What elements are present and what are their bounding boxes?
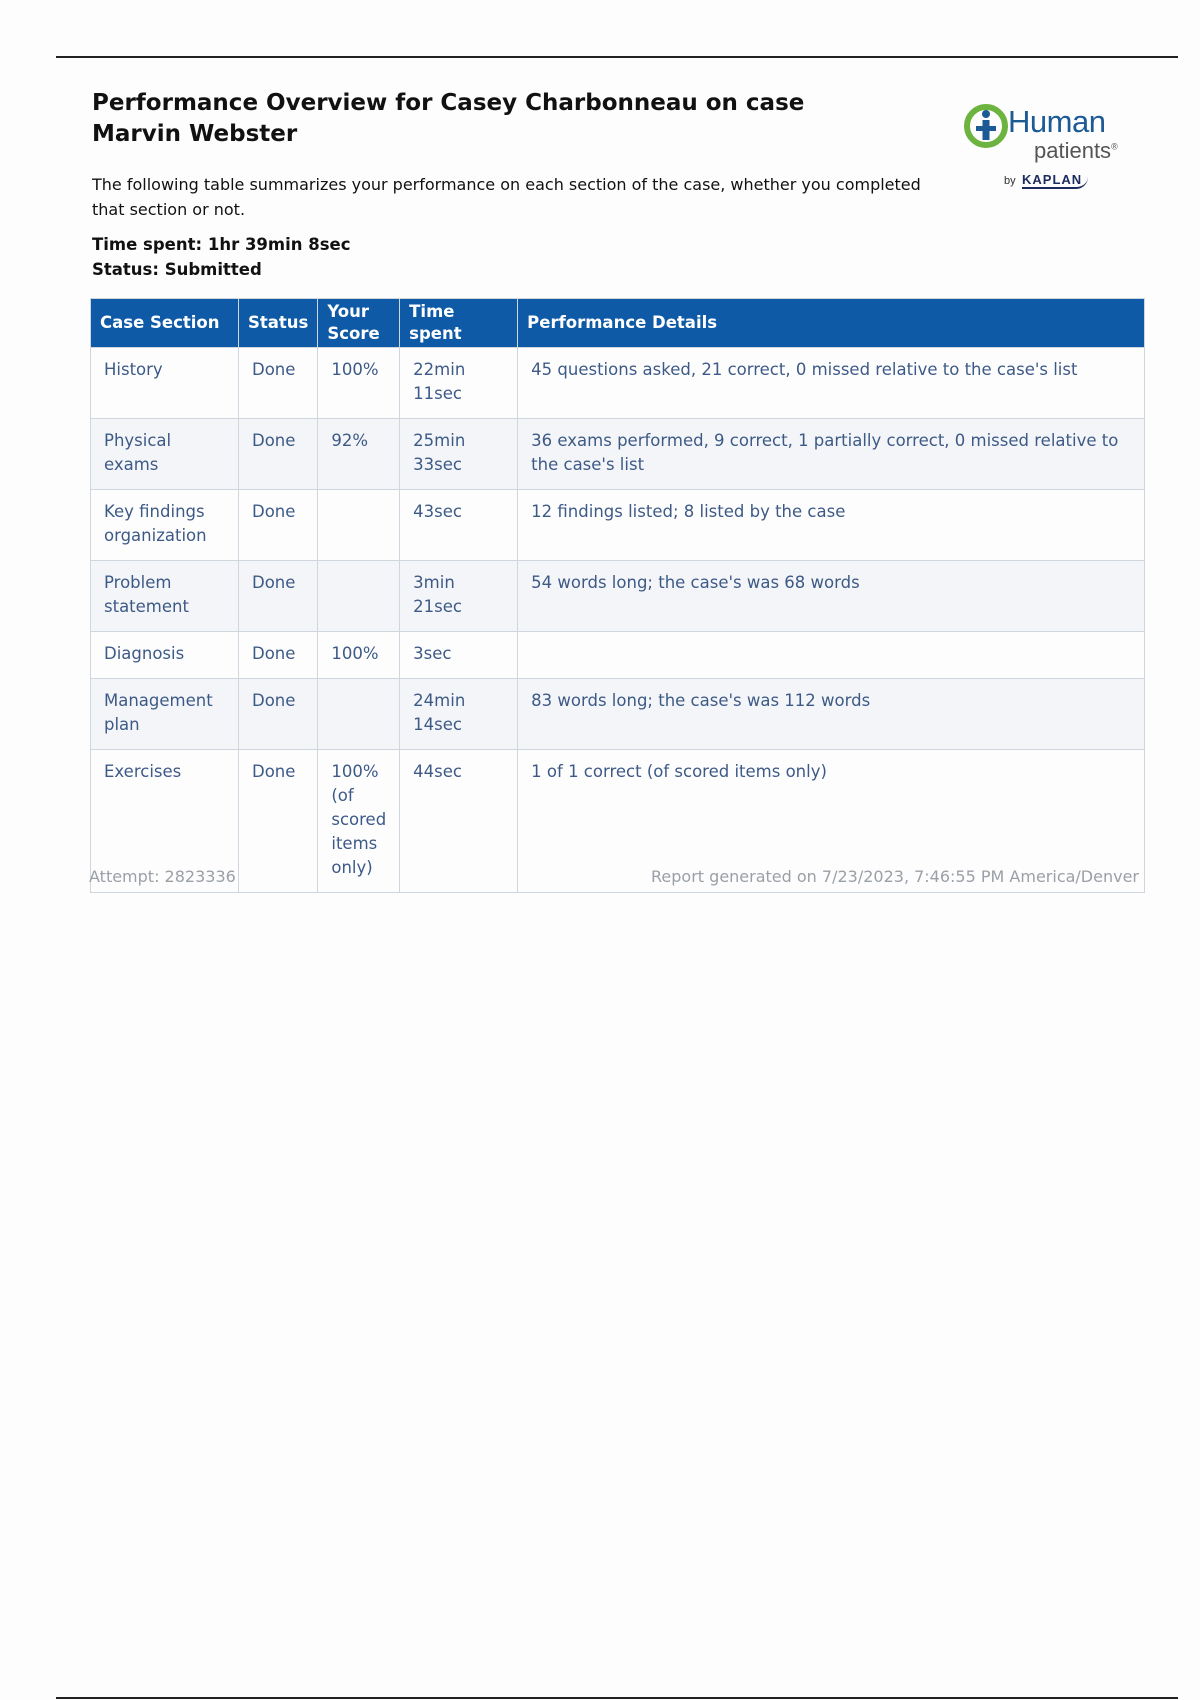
cell-status: Done [239, 419, 318, 490]
table-row [91, 490, 1145, 561]
cell-case-section: Diagnosis [91, 632, 239, 679]
cell-case-section: Exercises [91, 750, 239, 893]
intro-text: The following table summarizes your performance on each section of the case, whether you completed that section or not. [92, 175, 921, 219]
cell-score: 92% [318, 419, 400, 490]
table-row [91, 679, 1145, 750]
kaplan-logo: KAPLAN [1022, 172, 1088, 189]
header-case-section: Case Section [91, 299, 239, 348]
cell-details: 12 findings listed; 8 listed by the case [518, 490, 1145, 561]
cell-details: 36 exams performed, 9 correct, 1 partially correct, 0 missed relative to the case's list [518, 419, 1145, 490]
logo-subtitle: patients® [1034, 138, 1118, 163]
bottom-rule [56, 1697, 1178, 1699]
cell-status: Done [239, 490, 318, 561]
cell-status: Done [239, 348, 318, 419]
cell-time: 3sec [400, 632, 518, 679]
table-row [91, 419, 1145, 490]
header-time-spent: Time spent [400, 299, 518, 348]
cell-details: 45 questions asked, 21 correct, 0 missed relative to the case's list [518, 348, 1145, 419]
cell-time: 24min 14sec [400, 679, 518, 750]
table-row [91, 561, 1145, 632]
header-status: Status [239, 299, 318, 348]
cell-status: Done [239, 561, 318, 632]
cell-case-section: Management plan [91, 679, 239, 750]
attempt-id: Attempt: 2823336 [89, 867, 236, 886]
cell-details: 1 of 1 correct (of scored items only) [518, 750, 1145, 893]
cell-case-section: History [91, 348, 239, 419]
cell-status: Done [239, 750, 318, 893]
header-performance-details: Performance Details [518, 299, 1145, 348]
ihuman-logo [962, 100, 1142, 200]
cell-score [318, 679, 400, 750]
cell-score [318, 561, 400, 632]
logo-brand: Human [1008, 104, 1106, 139]
header-your-score: Your Score [318, 299, 400, 348]
time-status-summary: Time spent: 1hr 39min 8sec Status: Submitted [92, 235, 351, 279]
cell-status: Done [239, 679, 318, 750]
performance-table [90, 298, 1145, 893]
cell-details: 54 words long; the case's was 68 words [518, 561, 1145, 632]
cell-time: 22min 11sec [400, 348, 518, 419]
table-header-row [91, 299, 1145, 348]
logo-by: by [1004, 175, 1016, 187]
report-generated-timestamp: Report generated on 7/23/2023, 7:46:55 PM America/Denver [651, 867, 1139, 886]
cell-time: 3min 21sec [400, 561, 518, 632]
cell-case-section: Key findings organization [91, 490, 239, 561]
ihuman-logo-icon [964, 104, 1008, 148]
cell-details: 83 words long; the case's was 112 words [518, 679, 1145, 750]
top-rule [56, 56, 1178, 58]
table-row [91, 348, 1145, 419]
cell-score: 100% [318, 632, 400, 679]
cell-case-section: Physical exams [91, 419, 239, 490]
cell-score: 100% [318, 348, 400, 419]
cell-case-section: Problem statement [91, 561, 239, 632]
cell-score [318, 490, 400, 561]
page-title: Performance Overview for Casey Charbonneau on case Marvin Webster [92, 90, 805, 147]
table-row [91, 632, 1145, 679]
cell-score: 100% (of scored items only) [318, 750, 400, 893]
cell-time: 44sec [400, 750, 518, 893]
cell-details [518, 632, 1145, 679]
cell-time: 25min 33sec [400, 419, 518, 490]
cell-status: Done [239, 632, 318, 679]
cell-time: 43sec [400, 490, 518, 561]
